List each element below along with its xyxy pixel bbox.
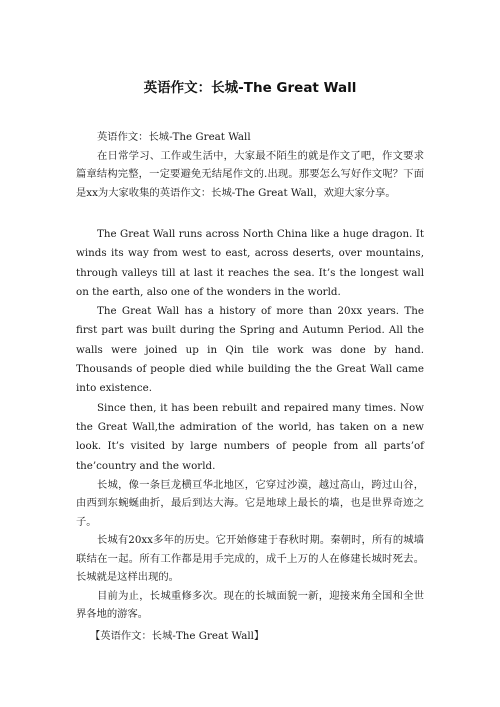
document-body <box>76 128 424 645</box>
intro-paragraph: 在日常学习、工作或生活中，大家最不陌生的就是作文了吧，作文要求篇章结构完整，一定要避免无结尾作文的.出现。那要怎么写好作文呢？下面是xx为大家收集的英语作文：长城-The Great Wall，欢迎大家分享。 <box>76 149 424 199</box>
chinese-paragraph-1: 长城，像一条巨龙横亘华北地区，它穿过沙漠，越过高山，跨过山谷，由西到东蜿蜒曲折，最后到达大海。它是地球上最长的墙，也是世界奇迹之子。 <box>76 478 424 528</box>
english-paragraph-2: The Great Wall has a history of more than 20xx years. The first part was built during the Spring and Autumn Period. All the walls were joined up in Qin tile work was done by hand. Thousands of people died while building the the Great Wall came into existence. <box>76 305 424 395</box>
intro-heading: 英语作文：长城-The Great Wall <box>97 131 251 143</box>
paragraph-gap <box>76 202 424 225</box>
chinese-paragraph-3: 目前为止，长城重修多次。现在的长城面貌一新，迎接来角全国和全世界各地的游客。 <box>76 589 424 621</box>
chinese-paragraph-2: 长城有20xx多年的历史。它开始修建于春秋时期。秦朝时，所有的城墙联结在一起。所有工作都是用手完成的，成千上万的人在修建长城时死去。长城就是这样出现的。 <box>76 534 424 584</box>
document-footer: 【英语作文：长城-The Great Wall】 <box>90 629 265 642</box>
english-paragraph-1: The Great Wall runs across North China like a huge dragon. It winds its way from west to east, across deserts, over mountains, through valleys till at last it reaches the sea. It’s the longest wall on the earth, also one of the wonders in the world. <box>76 228 424 298</box>
english-paragraph-3: Since then, it has been rebuilt and repaired many times. Now the Great Wall,the admiration of the world, has taken on a new look. It’s visited by large numbers of people from all parts’of the’country and the world. <box>76 401 424 472</box>
document-title: 英语作文：长城-The Great Wall <box>143 80 357 96</box>
